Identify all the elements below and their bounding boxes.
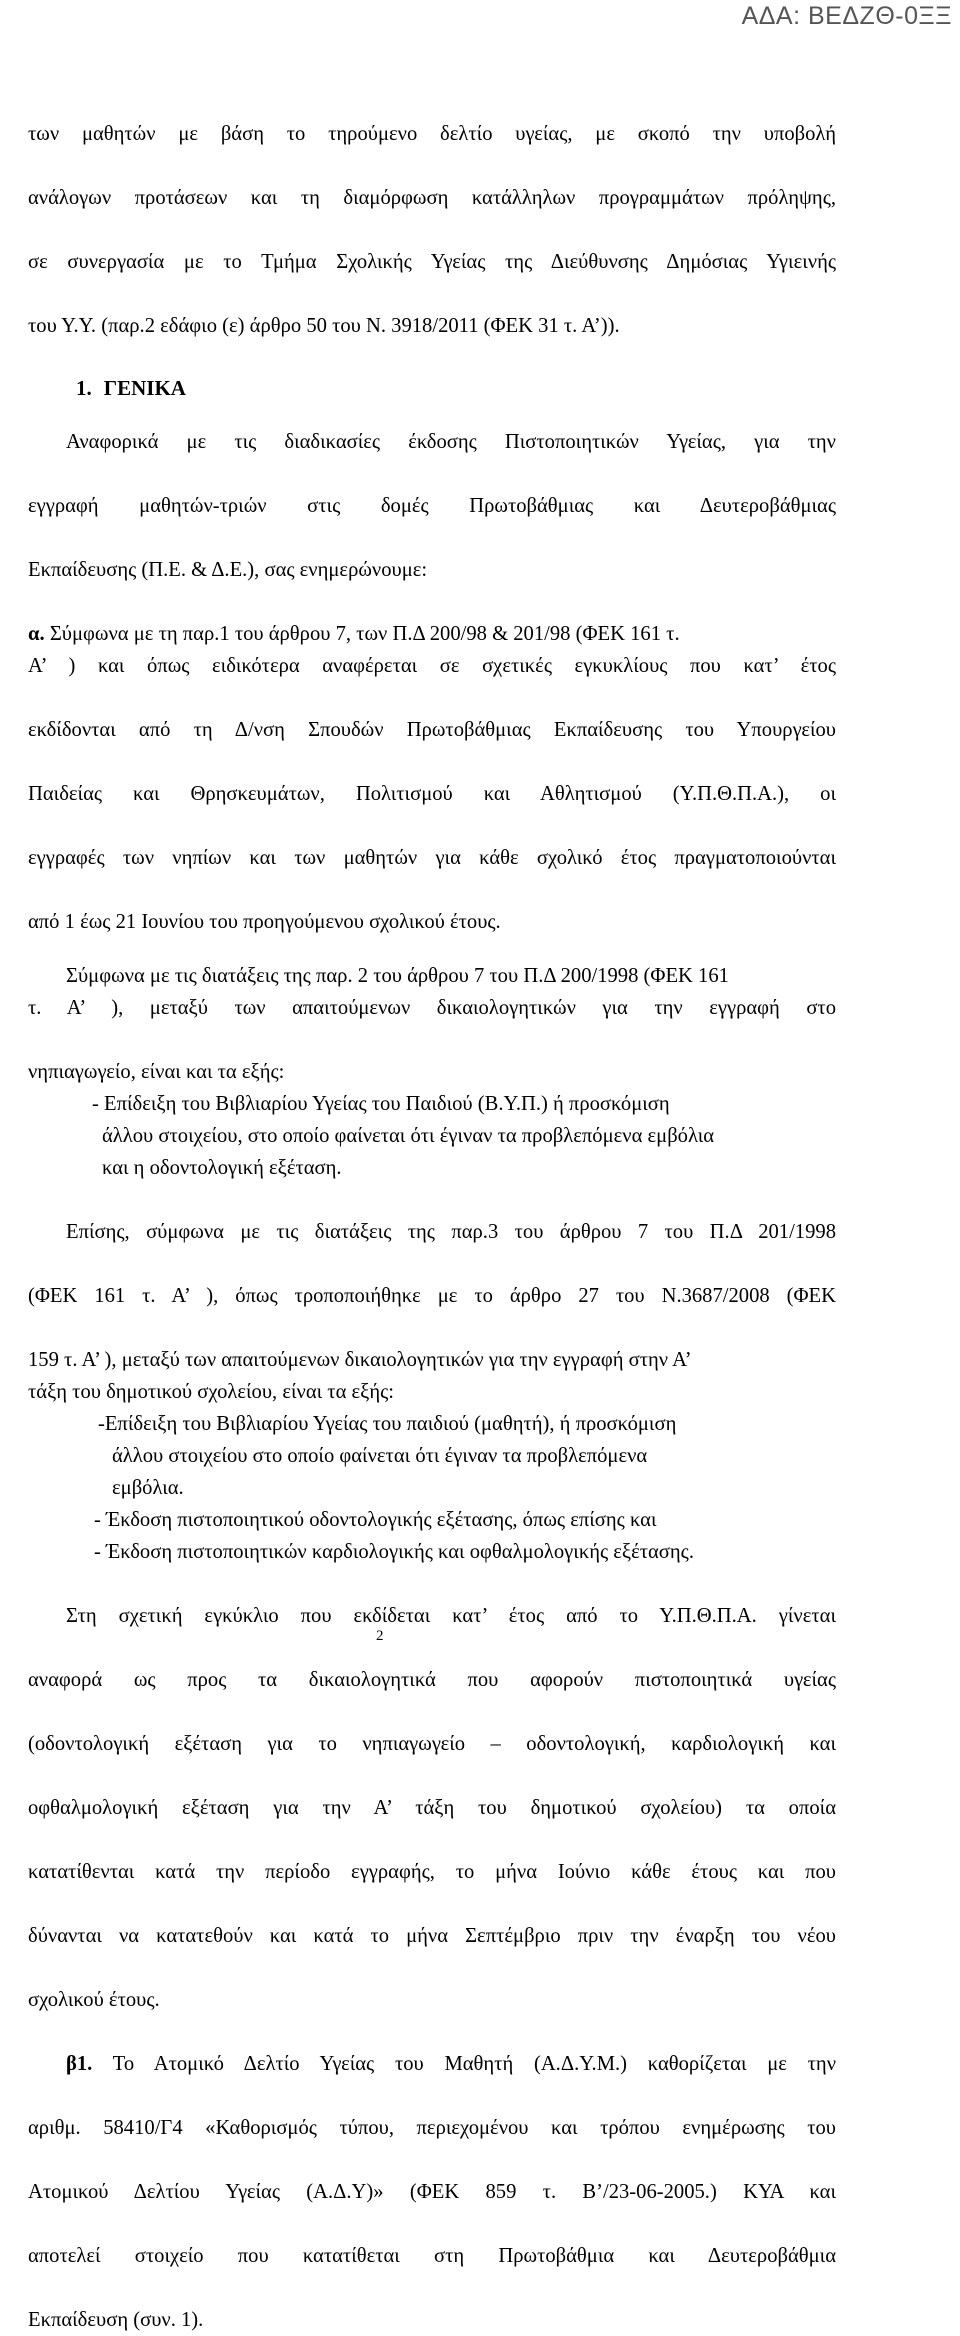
- list-item: - Έκδοση πιστοποιητικού οδοντολογικής εξέτασης, όπως επίσης και: [94, 1509, 657, 1531]
- text-line: άλλου στοιχείου, στο οποίο φαίνεται ότι έγιναν τα προβλεπόμενα εμβόλια: [102, 1125, 715, 1147]
- text-line: από 1 έως 21 Ιουνίου του προηγούμενου σχολικού έτους.: [28, 911, 501, 933]
- paragraph-label: α.: [28, 623, 45, 645]
- text-line: εμβόλια.: [112, 1477, 184, 1499]
- text-line: 159 τ. Α’ ), μεταξύ των απαιτούμενων δικαιολογητικών για την εγγραφή στην Α’: [28, 1349, 692, 1371]
- text-line: Παιδείας και Θρησκευμάτων, Πολιτισμού και Αθλητισμού (Υ.Π.Θ.Π.Α.), οι: [28, 783, 836, 805]
- text-line: [28, 2048, 836, 2112]
- text-line: τ. Α’ ), μεταξύ των απαιτούμενων δικαιολογητικών για την εγγραφή στο: [28, 997, 836, 1019]
- text-line: Σύμφωνα με τις διατάξεις της παρ. 2 του άρθρου 7 του Π.Δ 200/1998 (ΦΕΚ 161: [66, 965, 729, 987]
- text-line: τάξη του δημοτικού σχολείου, είναι τα εξής:: [28, 1381, 394, 1403]
- text-line: εγγραφές των νηπίων και των μαθητών για κάθε σχολικό έτος πραγματοποιούνται: [28, 847, 836, 869]
- text-line: εγγραφή μαθητών-τριών στις δομές Πρωτοβάθμιας και Δευτεροβάθμιας: [28, 495, 836, 517]
- text-line: και η οδοντολογική εξέταση.: [102, 1157, 342, 1179]
- text-line: του Υ.Υ. (παρ.2 εδάφιο (ε) άρθρο 50 του Ν. 3918/2011 (ΦΕΚ 31 τ. Α’)).: [28, 315, 620, 337]
- section-number: 1.: [76, 376, 92, 400]
- list-item: - Επίδειξη του Βιβλιαρίου Υγείας του Παιδιού (Β.Υ.Π.) ή προσκόμιση: [92, 1093, 670, 1115]
- section-title: ΓΕΝΙΚΑ: [103, 376, 186, 400]
- text-line: Α’ ) και όπως ειδικότερα αναφέρεται σε σχετικές εγκυκλίους που κατ’ έτος: [28, 655, 836, 677]
- text-line: σχολικού έτους.: [28, 1989, 160, 2011]
- general-paragraph: [28, 426, 836, 586]
- text-line: Στη σχετική εγκύκλιο που εκδίδεται κατ’ έτος από το Υ.Π.Θ.Π.Α. γίνεται: [66, 1605, 836, 1627]
- kindergarten-paragraph: [28, 960, 836, 1184]
- intro-paragraph: [28, 118, 836, 342]
- circular-paragraph: [28, 1600, 836, 2016]
- list-item: - Έκδοση πιστοποιητικών καρδιολογικής και οφθαλμολογικής εξέτασης.: [94, 1541, 694, 1563]
- text-line: αριθμ. 58410/Γ4 «Καθορισμός τύπου, περιεχομένου και τρόπου ενημέρωσης του: [28, 2117, 836, 2139]
- text-line: Αναφορικά με τις διαδικασίες έκδοσης Πιστοποιητικών Υγείας, για την: [66, 431, 836, 453]
- text-line: Εκπαίδευσης (Π.Ε. & Δ.Ε.), σας ενημερώνουμε:: [28, 559, 428, 581]
- text-line: των μαθητών με βάση το τηρούμενο δελτίο υγείας, με σκοπό την υποβολή: [28, 123, 836, 145]
- text-line: άλλου στοιχείου στο οποίο φαίνεται ότι έγιναν τα προβλεπόμενα: [112, 1445, 648, 1467]
- text-line: αποτελεί στοιχείο που κατατίθεται στη Πρωτοβάθμια και Δευτεροβάθμια: [28, 2245, 836, 2267]
- page-number: 2: [376, 1628, 384, 1644]
- primary-paragraph: [28, 1216, 836, 1568]
- text-line: αναφορά ως προς τα δικαιολογητικά που αφορούν πιστοποιητικά υγείας: [28, 1669, 836, 1691]
- text-line: σε συνεργασία με το Τμήμα Σχολικής Υγείας της Διεύθυνσης Δημόσιας Υγιεινής: [28, 251, 836, 273]
- text-line: (ΦΕΚ 161 τ. Α’ ), όπως τροποποιήθηκε με το άρθρο 27 του Ν.3687/2008 (ΦΕΚ: [28, 1285, 836, 1307]
- text-line: ανάλογων προτάσεων και τη διαμόρφωση κατάλληλων προγραμμάτων πρόληψης,: [28, 187, 836, 209]
- text-line: δύνανται να κατατεθούν και κατά το μήνα Σεπτέμβριο πριν την έναρξη του νέου: [28, 1925, 836, 1947]
- paragraph-label: β1.: [66, 2053, 93, 2075]
- text-line: [28, 618, 836, 650]
- text-span: Το Ατομικό Δελτίο Υγείας του Μαθητή (Α.Δ.Υ.Μ.) καθορίζεται με την: [112, 2053, 837, 2075]
- text-line: οφθαλμολογική εξέταση για την Α’ τάξη του δημοτικού σχολείου) τα οποία: [28, 1797, 836, 1819]
- text-line: Ατομικού Δελτίου Υγείας (Α.Δ.Υ)» (ΦΕΚ 859 τ. Β’/23-06-2005.) ΚΥΑ και: [28, 2181, 836, 2203]
- paragraph-a: [28, 618, 836, 938]
- document-page: [28, 118, 836, 2336]
- text-line: Επίσης, σύμφωνα με τις διατάξεις της παρ.3 του άρθρου 7 του Π.Δ 201/1998: [66, 1221, 836, 1243]
- paragraph-b1: [28, 2048, 836, 2336]
- section-heading-general: [76, 372, 836, 404]
- list-item: -Επίδειξη του Βιβλιαρίου Υγείας του παιδιού (μαθητή), ή προσκόμιση: [98, 1413, 677, 1435]
- text-line: νηπιαγωγείο, είναι και τα εξής:: [28, 1061, 285, 1083]
- text-line: κατατίθενται κατά την περίοδο εγγραφής, το μήνα Ιούνιο κάθε έτους και που: [28, 1861, 836, 1883]
- text-span: Σύμφωνα με τη παρ.1 του άρθρου 7, των Π.Δ 200/98 & 201/98 (ΦΕΚ 161 τ.: [49, 623, 680, 645]
- ada-header: ΑΔΑ: ΒΕΔΖΘ-0ΞΞ: [741, 2, 952, 30]
- text-line: Εκπαίδευση (συν. 1).: [28, 2309, 204, 2331]
- text-line: εκδίδονται από τη Δ/νση Σπουδών Πρωτοβάθμιας Εκπαίδευσης του Υπουργείου: [28, 719, 836, 741]
- text-line: (οδοντολογική εξέταση για το νηπιαγωγείο – οδοντολογική, καρδιολογική και: [28, 1733, 836, 1755]
